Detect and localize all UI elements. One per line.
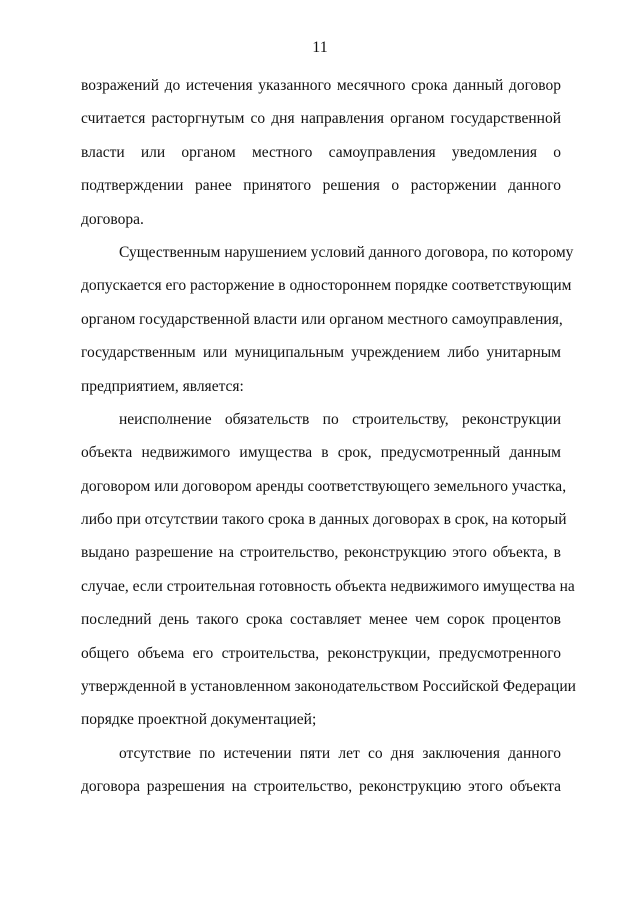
text-line: выдано разрешение на строительство, реконструкцию этого объекта, в bbox=[81, 544, 561, 562]
text-line: объекта недвижимого имущества в срок, предусмотренный данным bbox=[81, 444, 561, 462]
text-line: последний день такого срока составляет менее чем сорок процентов bbox=[81, 611, 561, 629]
text-line: государственным или муниципальным учреждением либо унитарным bbox=[81, 344, 561, 362]
document-body bbox=[81, 74, 576, 809]
text-line: неисполнение обязательств по строительству, реконструкции bbox=[119, 410, 561, 428]
text-line: договора. bbox=[81, 210, 144, 228]
text-line: утвержденной в установленном законодательством Российской Федерации bbox=[81, 678, 576, 696]
text-line: власти или органом местного самоуправления уведомления о bbox=[81, 143, 561, 161]
page-number: 11 bbox=[312, 39, 328, 56]
text-line: органом государственной власти или органом местного самоуправления, bbox=[81, 310, 563, 328]
text-line: договора разрешения на строительство, реконструкцию этого объекта bbox=[81, 778, 561, 796]
text-line: допускается его расторжение в одностороннем порядке соответствующим bbox=[81, 277, 572, 295]
text-line: порядке проектной документацией; bbox=[81, 711, 317, 729]
text-line: Существенным нарушением условий данного договора, по которому bbox=[119, 243, 574, 261]
text-line: общего объема его строительства, реконструкции, предусмотренного bbox=[81, 644, 561, 662]
text-line: предприятием, является: bbox=[81, 377, 244, 395]
text-line: случае, если строительная готовность объекта недвижимого имущества на bbox=[81, 577, 575, 595]
text-line: отсутствие по истечении пяти лет со дня заключения данного bbox=[119, 744, 561, 762]
text-line: возражений до истечения указанного месячного срока данный договор bbox=[81, 77, 561, 94]
text-line: договором или договором аренды соответствующего земельного участка, bbox=[81, 477, 567, 495]
text-line: подтверждении ранее принятого решения о расторжении данного bbox=[81, 177, 561, 195]
text-line: либо при отсутствии такого срока в данных договорах в срок, на который bbox=[81, 511, 567, 529]
text-line: считается расторгнутым со дня направления органом государственной bbox=[81, 110, 561, 128]
